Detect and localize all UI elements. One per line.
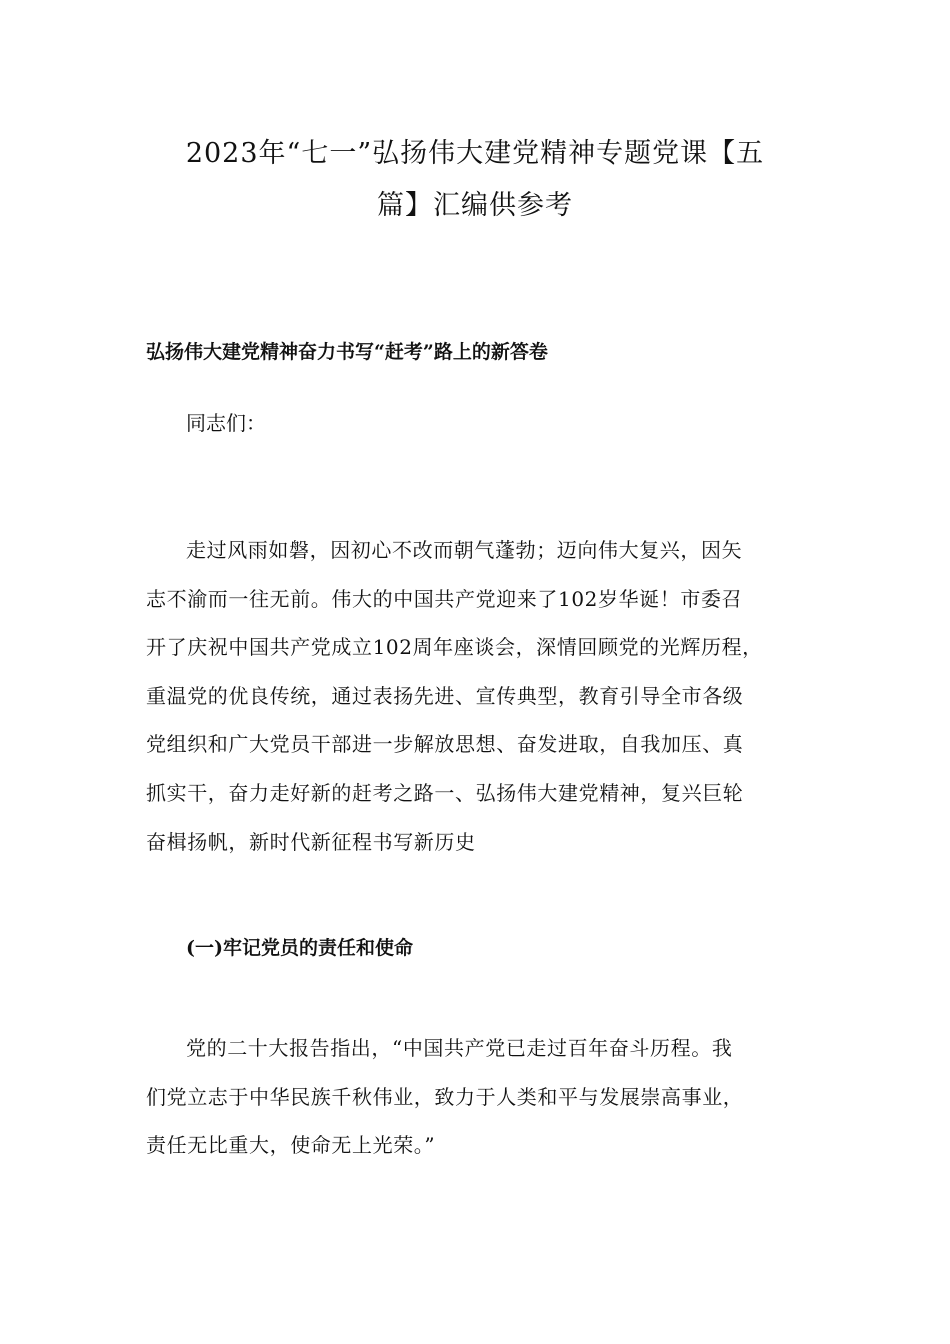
document-title bbox=[140, 128, 810, 232]
paragraph-1 bbox=[146, 526, 826, 866]
paragraph-1-line: 走过风雨如磐，因初心不改而朝气蓬勃；迈向伟大复兴，因矢 bbox=[186, 538, 743, 562]
document-title-line-1: 2023年“七一”弘扬伟大建党精神专题党课【五 bbox=[185, 138, 765, 169]
paragraph-1-line: 志不渝而一往无前。伟大的中国共产党迎来了102岁华诞！市委召 bbox=[146, 586, 743, 611]
paragraph-1-line: 重温党的优良传统，通过表扬先进、宣传典型，教育引导全市各级 bbox=[146, 683, 744, 708]
paragraph-2-line: 们党立志于中华民族千秋伟业，致力于人类和平与发展崇高事业， bbox=[146, 1084, 744, 1109]
paragraph-2 bbox=[146, 1024, 826, 1170]
paragraph-2-line: 责任无比重大，使命无上光荣。” bbox=[146, 1133, 436, 1158]
paragraph-1-line: 抓实干，奋力走好新的赶考之路一、弘扬伟大建党精神，复兴巨轮 bbox=[146, 780, 744, 805]
section-heading: 弘扬伟大建党精神奋力书写“赶考”路上的新答卷 bbox=[146, 341, 548, 363]
paragraph-1-line: 开了庆祝中国共产党成立102周年座谈会，深情回顾党的光辉历程， bbox=[146, 635, 763, 660]
paragraph-2-line: 党的二十大报告指出，“中国共产党已走过百年奋斗历程。我 bbox=[186, 1036, 733, 1060]
paragraph-1-line: 奋楫扬帆，新时代新征程书写新历史 bbox=[146, 829, 476, 854]
document-title-line-2: 篇】汇编供参考 bbox=[377, 190, 573, 221]
sub-heading: (一)牢记党员的责任和使命 bbox=[186, 937, 413, 959]
salutation: 同志们： bbox=[186, 411, 266, 435]
paragraph-1-line: 党组织和广大党员干部进一步解放思想、奋发进取，自我加压、真 bbox=[146, 732, 744, 757]
